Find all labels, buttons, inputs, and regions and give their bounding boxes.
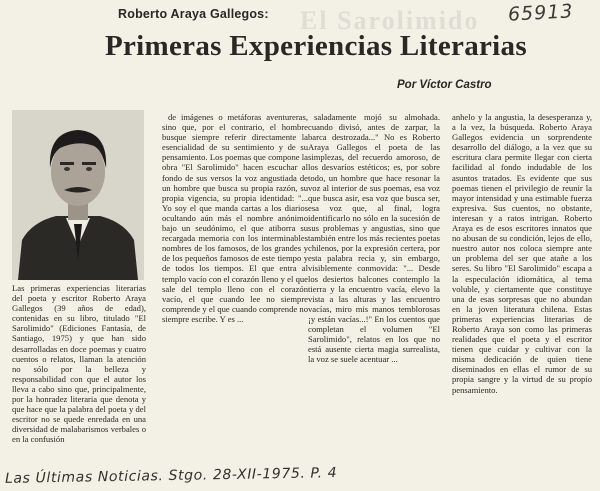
caption-text: Las primeras experiencias literarias del poeta y escritor Roberto Araya Gallegos (39 años de edad), contenidas en su libro, titulado "El Sarolimido" (Ediciones Fantasía, de Santiago, 1975) y que han sido desarrolladas en doce poemas y cuatro cuentos o relatos, llaman la atención no sólo por la belleza y responsabilidad con que el autor los lleva a cabo sino que, principalmente, por la honradez literaria que denota y que hace que la palabra del poeta y del escritor no se quede enredada en una diversidad de malabarismos verbales o en la confusión [12,283,146,445]
handwritten-source-note: Las Últimas Noticias. Stgo. 28-XII-1975. P. 4 [4,465,338,487]
article-column-2 [162,112,308,474]
article-byline: Por Víctor Castro [397,79,492,91]
bleed-through-text: El Sarolimido [300,6,480,35]
article-kicker: Roberto Araya Gallegos: [118,7,269,21]
author-photo [12,110,144,280]
archive-number: 65913 [507,0,574,26]
article-column-3 [308,112,440,474]
article-headline: Primeras Experiencias Literarias [105,30,527,62]
column-4-text: anhelo y la angustia, la desesperanza y, a la vez, la búsqueda. Roberto Araya Gallegos evidencia un sorprendente desarrollo del diálogo, a la vez que su escritura clara permite llegar con cierta facilidad al fondo indudable de los asuntos tratados. Es evidente que sus poemas tienen el privilegio de reunir la mayor intensidad y una estimable fuerza expresiva. Sus cuentos, no obstante, interesan y a ratos intrigan. Roberto Araya es de esos escritores innatos que no abusan de su condición, lejos de ello, nuestro autor nos coloca siempre ante un problema del ser que atañe a los seres. Su libro "El Sarolimido" escapa a la especulación idiomática, al tema voluble, y ciertamente que constituye una de esas sorpresas que no abundan en la joven literatura chilena. Estas primeras experiencias literarias de Roberto Araya son como las primeras realidades que el poeta y el escritor tienen que cuidar y cultivar con la misma dedicación de quien tiene diseminados en ellas el rumor de su propia sangre y la virtud de su propio pensamiento. [452,112,592,395]
column-2-text: de imágenes o metáforas aventureras, sino que, por el contrario, el hombre busque siempre referir directamente la esencialidad de su sentimiento y de su pensamiento. Los poemas que compone la obra "El Sarolimido" hacen escuchar al fondo de sus versos la voz angustiada de un hombre que busca su propia razón, su propia vigencia, su propia identidad: "... Yo soy el que manda cartas a los diarios ocultando aún más el nombre anónimo bajo un seudónimo, el que atiborra su recargada memoria con los interminables nombres de los famosos, de los grandes y de los pequeños famosos de este tiempo y de todos los tiempos. El que entra al templo vacío con el corazón lleno y el que sale del templo lleno con el corazón vacío, el que cuando lee no siempre comprende y el que cuando comprende no siempre escribe. Y es ... [162,112,308,324]
column-3-text: saladamente mojó su almohada. cuando divisó, antes de zarpar, la barca destrozada..." No es Roberto Araya Gallegos el poeta de las simplezas, del recuerdo amoroso, de los desvaríos estéticos; es, por sobre todo, un hombre que hace resonar la voz al interior de sus poemas, esa voz que busca asir, esa voz que busca ser, esa voz que, al final, logra identificarlo no sólo en la sucesión de sus problemas y angustias, sino que también entre los más recientes poetas chilenos, por la expresión certera, por esta palabra recia y, sin embargo, visiblemente conmovida: "... Desde los desiertos balcones contemplo la tierra y la encuentro vacía, elevo la vista a las alturas y las encuentro vacías, miro mis manos temblorosas ¡y están vacías...!" En los cuentos que completan el volumen "El Sarolimido", relatos en los que no está ausente cierta magia surrealista, la voz se suele acentuar ... [308,112,440,365]
photo-caption [12,283,146,469]
article-column-4 [452,112,592,474]
